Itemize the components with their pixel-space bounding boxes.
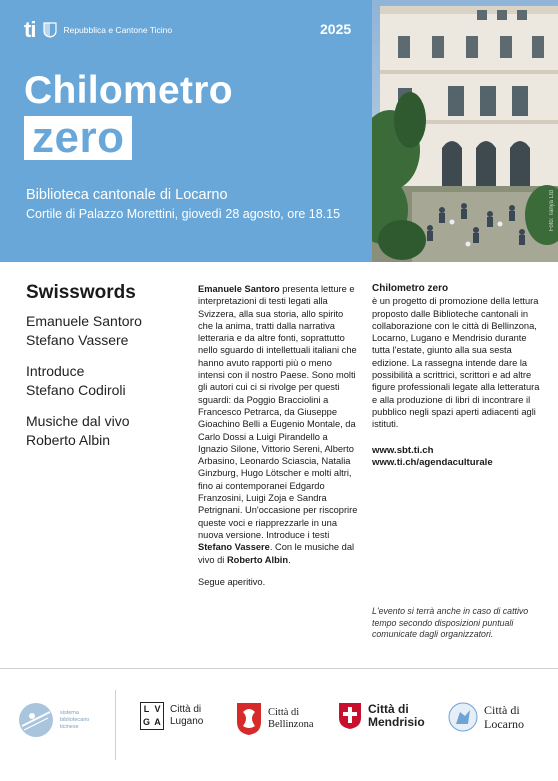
palazzo-morettini-photo	[372, 0, 558, 262]
sbt-circle-icon	[18, 702, 54, 738]
locarno-label: Città di Locarno	[484, 703, 524, 731]
footer-vertical-divider	[115, 690, 116, 760]
locarno-lion-icon	[448, 702, 478, 732]
hero-banner	[0, 0, 558, 262]
program-column	[26, 282, 176, 450]
about-heading: Chilometro zero	[372, 283, 449, 294]
description-column	[198, 283, 358, 598]
music-label: Musiche dal vivo	[26, 413, 130, 429]
venue-label: Biblioteca cantonale di Locarno	[26, 187, 228, 203]
bellinzona-logo	[236, 702, 328, 736]
about-column	[372, 283, 542, 470]
photo-credit: Foto: Tanya Ltd	[549, 190, 555, 232]
lugano-mark-icon: L V G A	[140, 702, 164, 730]
canton-logo	[24, 19, 173, 41]
event-date-time: Cortile di Palazzo Morettini, giovedì 28 agosto, ore 18.15	[26, 207, 341, 221]
mendrisio-label: Città di Mendrisio	[368, 702, 425, 729]
aperitif-note: Segue aperitivo.	[198, 576, 266, 587]
canton-shield-icon	[43, 22, 57, 38]
description-end: .	[288, 554, 291, 565]
sbt-link[interactable]: www.sbt.ti.ch	[372, 444, 434, 456]
sbt-logo	[18, 702, 108, 738]
mendrisio-logo	[338, 702, 438, 730]
music-name-inline: Roberto Albin	[226, 554, 289, 565]
title-line-1: Chilometro	[24, 69, 233, 112]
lead-name: Emanuele Santoro	[198, 284, 280, 294]
year-label: 2025	[320, 21, 352, 37]
intro-name: Stefano Codiroli	[26, 382, 126, 398]
performer-name: Emanuele Santoro	[26, 313, 142, 329]
republic-label: Repubblica e Cantone Ticino	[63, 25, 173, 35]
lugano-label: Città di Lugano	[170, 704, 204, 727]
locarno-logo	[448, 702, 546, 732]
bellinzona-label: Città di Bellinzona	[268, 707, 314, 730]
links-block	[372, 445, 542, 470]
title-line-2-box	[24, 113, 132, 162]
agenda-link[interactable]: www.ti.ch/agendaculturale	[372, 457, 493, 469]
lugano-logo	[140, 702, 220, 730]
show-title: Swisswords	[26, 282, 136, 303]
about-body: è un progetto di promozione della lettura proposto dalle Biblioteche cantonali in collaborazione con le città di Bellinzona, Locarno, Lugano e Mendrisio durante tutta l'estate, giunto alla sua sesta edizione. La rassegna intende dare la possibilità a scrittrici, scrittori e ad altre figure professionali legate alla letteratura e alla produzione di libri di incontrare il pubblico negli spazi aperti adiacenti agli istituti.	[372, 296, 540, 430]
performer-name: Stefano Vassere	[26, 332, 129, 348]
description-paragraph	[198, 283, 358, 566]
hero-text-area	[0, 0, 372, 262]
weather-note: L'evento si terrà anche in caso di cattivo tempo secondo disposizioni puntuali comunicate dagli organizzatori.	[372, 606, 529, 639]
title-line-2: zero	[32, 113, 125, 162]
intro-name-inline: Stefano Vassere	[198, 542, 270, 553]
courtyard-photo-icon	[372, 0, 558, 262]
bellinzona-shield-icon	[236, 702, 262, 736]
intro-label: Introduce	[26, 363, 85, 379]
description-body: presenta letture e interpretazioni di testi legati alla Svizzera, alla sua storia, allo spirito che la anima, tratti dalla narrativa letteraria e da altre fonti, soprattutto nello sguardo di intellettuali italiani che hanno avuto rapporti più o meno intensi con il nostro Paese. Sono molti gli autori cui ci si rivolge per questi sguardi: da Poggio Bracciolini a Francesco Petrarca, da Giuseppe Gioachino Belli a Eugenio Montale, da Carlo Dossi a Luigi Pirandello a Ignazio Silone, Vittorio Sereni, Alberto Arbasino, Leonardo Sciascia, Natalia Ginzburg, Hugo Lötscher e molti altri, fino ai contemporanei Edgardo Franzosini, Luigi Zoja e Sandra Petrignani. Un'occasione per riscoprire queste voci e riapprezzarle in una nuova versione. Introduce i testi	[198, 284, 358, 540]
footer-divider	[0, 668, 558, 669]
music-name: Roberto Albin	[26, 432, 111, 448]
sbt-label: sistema bibliotecario ticinese	[60, 709, 90, 730]
ti-logo-text: ti	[24, 17, 36, 42]
description-mid: . Con le musiche dal vivo di	[198, 542, 355, 565]
mendrisio-shield-icon	[338, 702, 362, 730]
